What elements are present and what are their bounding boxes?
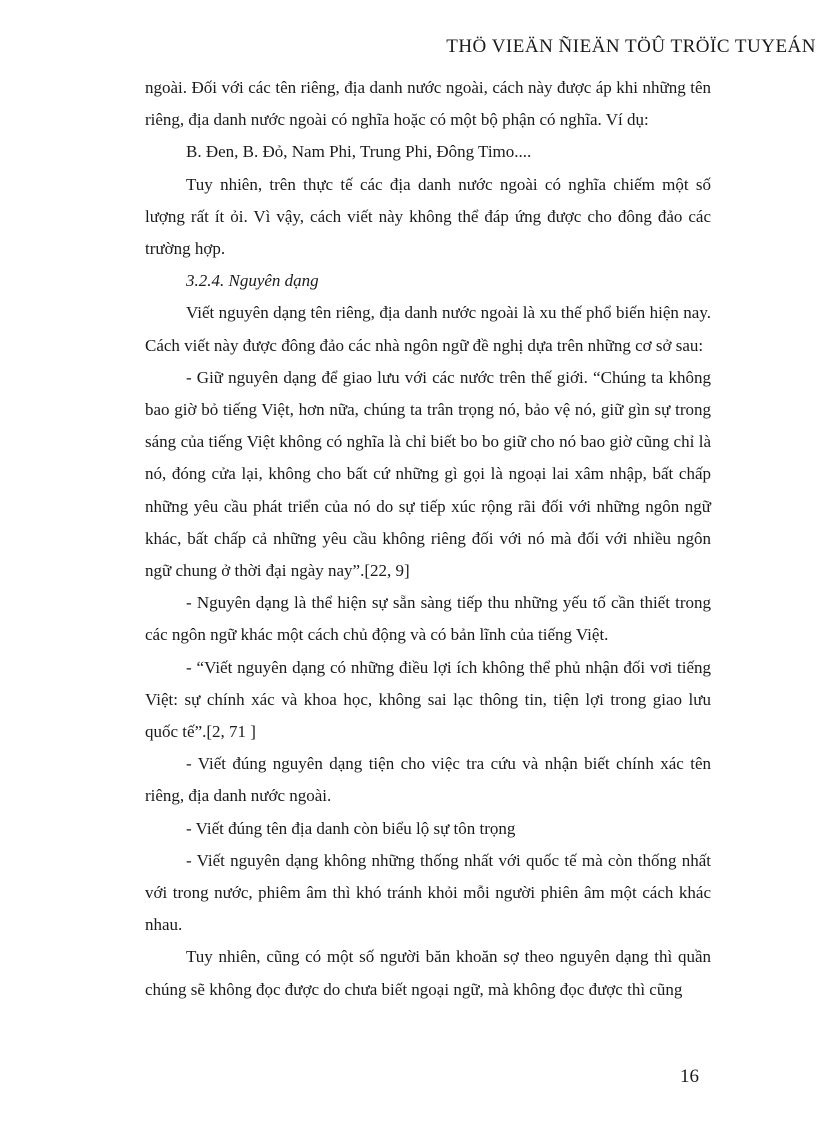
page-number: 16 — [680, 1066, 699, 1087]
bullet-paragraph: - Viết đúng tên địa danh còn biểu lộ sự tôn trọng — [186, 818, 516, 838]
body-text — [145, 72, 711, 1006]
paragraph: Tuy nhiên, cũng có một số người băn khoăn sợ theo nguyên dạng thì quần chúng sẽ không đọc được do chưa biết ngoại ngữ, mà không đọc được thì cũng — [145, 947, 711, 999]
bullet-paragraph: - Viết đúng nguyên dạng tiện cho việc tra cứu và nhận biết chính xác tên riêng, địa danh nước ngoài. — [145, 754, 711, 806]
bullet-paragraph: - Viết nguyên dạng không những thống nhất với quốc tế mà còn thống nhất với trong nước, phiêm âm thì khó tránh khỏi mỗi người phiên âm một cách khác nhau. — [145, 850, 711, 935]
paragraph: Viết nguyên dạng tên riêng, địa danh nước ngoài là xu thế phổ biến hiện nay. Cách viết này được đông đảo các nhà ngôn ngữ đề nghị dựa trên những cơ sở sau: — [145, 303, 711, 355]
bullet-paragraph: - Giữ nguyên dạng để giao lưu với các nước trên thế giới. “Chúng ta không bao giờ bỏ tiếng Việt, hơn nữa, chúng ta trân trọng nó, bảo vệ nó, giữ gìn sự trong sáng của tiếng Việt không có nghĩa là chỉ biết bo bo giữ cho nó bao giờ cũng chỉ là nó, đóng cửa lại, không cho bất cứ những gì gọi là ngoại lai xâm nhập, bất chấp những yêu cầu phát triển của nó do sự tiếp xúc rộng rãi đối với những ngôn ngữ khác, bất chấp cả những yêu cầu không riêng đối với nó mà đối với nhiều ngôn ngữ chung ở thời đại ngày nay”.[22, 9] — [145, 367, 711, 581]
running-header: THÖ VIEÄN ÑIEÄN TÖÛ TRÖÏC TUYEÁN — [446, 36, 816, 57]
paragraph: ngoài. Đối với các tên riêng, địa danh nước ngoài, cách này được áp khi những tên riêng, địa danh nước ngoài có nghĩa hoặc có một bộ phận có nghĩa. Ví dụ: — [145, 78, 711, 130]
bullet-paragraph: - Nguyên dạng là thể hiện sự sẵn sàng tiếp thu những yếu tố cần thiết trong các ngôn ngữ khác một cách chủ động và có bản lĩnh của tiếng Việt. — [145, 593, 711, 645]
paragraph-examples: B. Đen, B. Đỏ, Nam Phi, Trung Phi, Đông Timo.... — [186, 142, 532, 162]
section-heading: 3.2.4. Nguyên dạng — [186, 271, 319, 291]
paragraph: Tuy nhiên, trên thực tế các địa danh nước ngoài có nghĩa chiếm một số lượng rất ít ỏi. Vì vậy, cách viết này không thể đáp ứng được cho đông đảo các trường hợp. — [145, 174, 711, 259]
bullet-paragraph: - “Viết nguyên dạng có những điều lợi ích không thể phủ nhận đối vơi tiếng Việt: sự chính xác và khoa học, không sai lạc thông tin, tiện lợi trong giao lưu quốc tế”.[2, 71 ] — [145, 657, 711, 742]
